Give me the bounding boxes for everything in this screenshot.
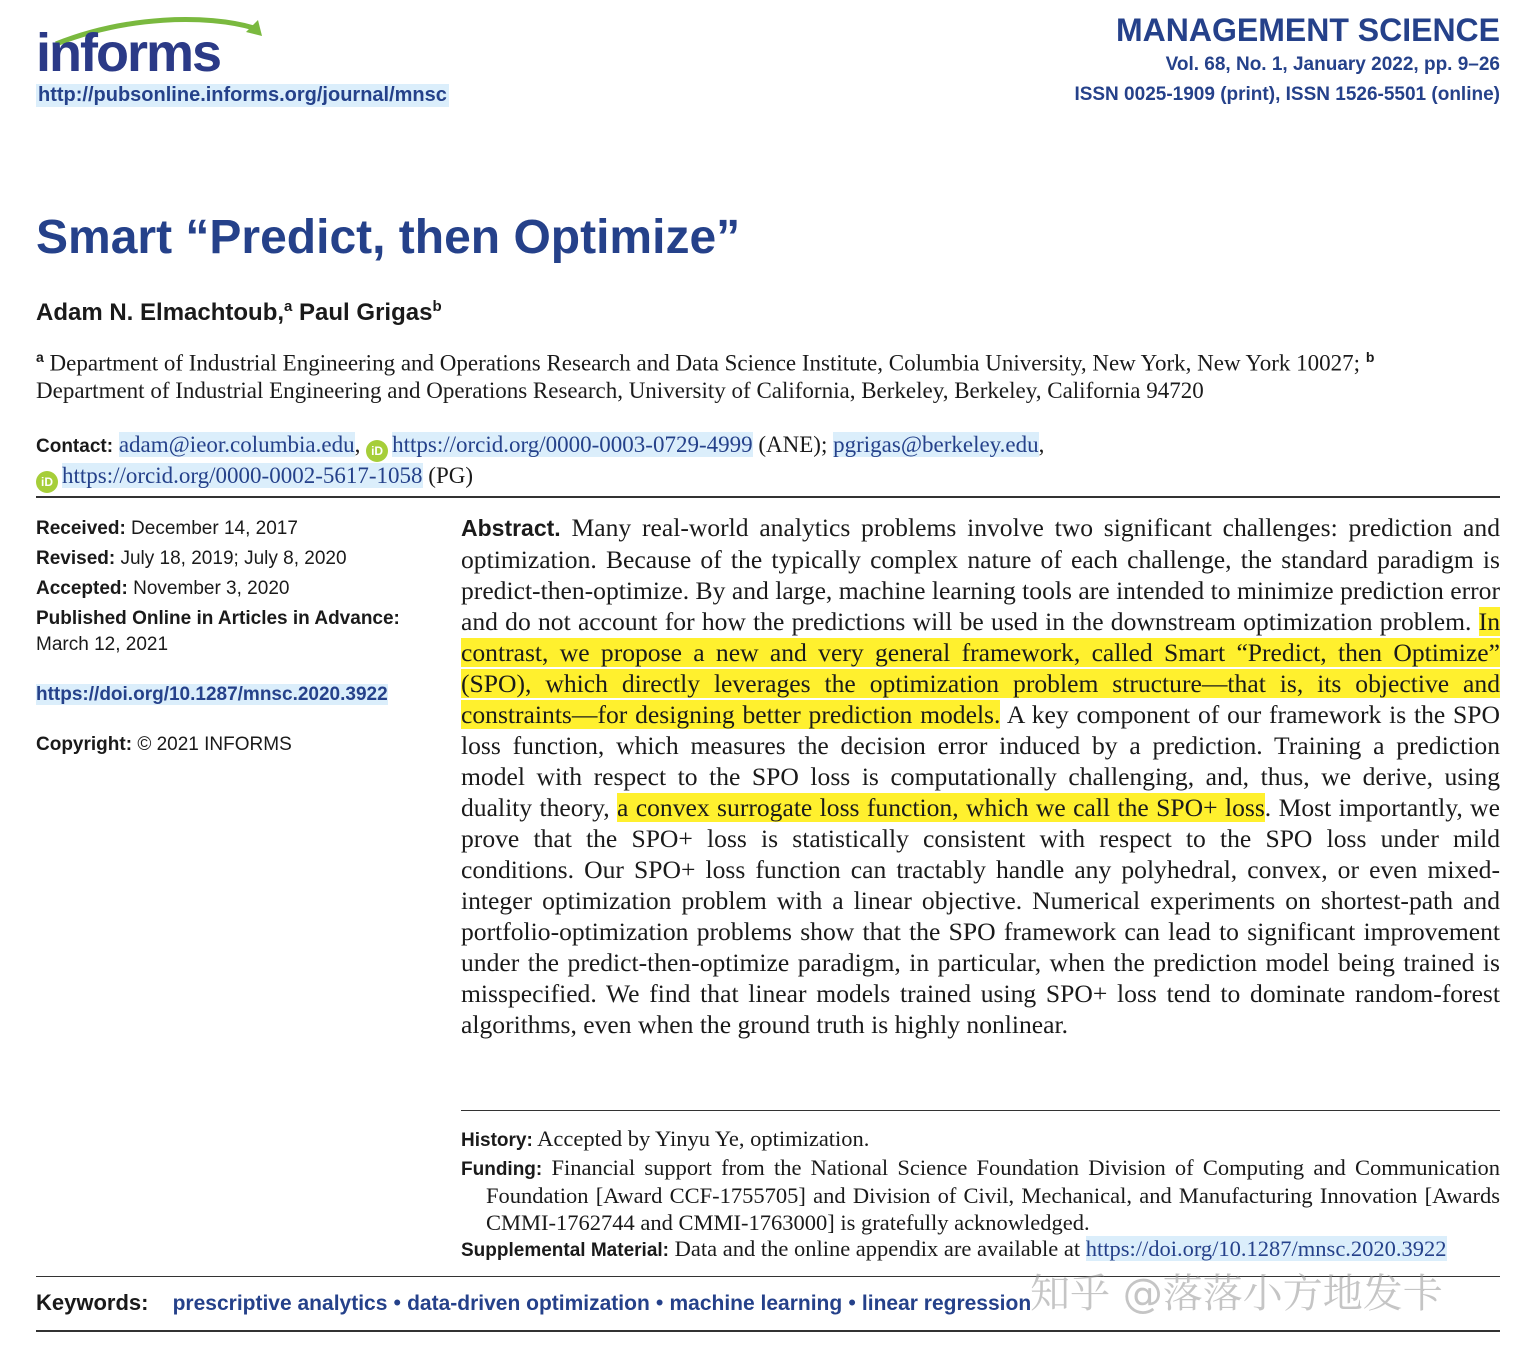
- keyword-item[interactable]: data-driven optimization: [407, 1292, 650, 1315]
- divider: [461, 1110, 1500, 1111]
- keyword-item[interactable]: prescriptive analytics: [172, 1292, 388, 1315]
- keyword-separator: •: [655, 1290, 664, 1315]
- keyword-separator: •: [393, 1290, 402, 1315]
- orcid-icon: iD: [36, 471, 58, 493]
- divider: [36, 1330, 1500, 1332]
- abstract-text-1: Many real-world analytics problems involve two significant challenges: prediction and optimization. Because of the typically complex nature of each challenge, the standard paradigm is predict-then-optimize. By and large, machine learning tools are intended to minimize prediction error and do not account for how the predictions will be used in the downstream optimization problem.: [461, 513, 1500, 636]
- article-meta: [36, 514, 436, 760]
- orcid-1-tag: (ANE);: [752, 432, 834, 457]
- keywords-label: Keywords:: [36, 1290, 149, 1315]
- affil-a-sup: a: [36, 349, 44, 365]
- keyword-item[interactable]: linear regression: [861, 1292, 1032, 1315]
- orcid-link-2[interactable]: https://orcid.org/0000-0002-5617-1058: [62, 463, 423, 488]
- journal-issn: ISSN 0025-1909 (print), ISSN 1526-5501 (online): [1074, 84, 1500, 105]
- orcid-link-1[interactable]: https://orcid.org/0000-0003-0729-4999: [392, 432, 753, 457]
- accepted-row: Accepted: November 3, 2020: [36, 578, 290, 599]
- affil-b: Department of Industrial Engineering and Operations Research, University of California, Berkeley, Berkeley, California 94720: [36, 377, 1204, 403]
- abstract-highlight-1: In contrast, we propose a new and very general framework, called Smart “Predict, then Optimize” (SPO), which directly leverages the optimization problem structure—that is, its objective and constraints—for designing better prediction models.: [461, 607, 1500, 729]
- abstract-text-2: A key component of our framework is the SPO loss function, which measures the decision error induced by a prediction. Training a prediction model with respect to the SPO loss is computationally challenging, and, thus, we derive, using duality theory,: [461, 700, 1500, 822]
- published-date: March 12, 2021: [36, 634, 169, 655]
- affil-a: Department of Industrial Engineering and Operations Research and Data Science Institute, Columbia University, New York, New York 10027;: [43, 350, 1366, 376]
- affiliations: [36, 344, 1396, 404]
- author-2-sup: b: [432, 298, 442, 315]
- contact-label: Contact:: [36, 436, 114, 457]
- author-1: Adam N. Elmachtoub,: [36, 299, 285, 326]
- supplemental-note: Supplemental Material: Data and the online appendix are available at https://doi.org/10.1287/mnsc.2020.3922: [461, 1236, 1447, 1262]
- journal-url-link[interactable]: http://pubsonline.informs.org/journal/mnsc: [38, 84, 447, 106]
- email-link-1[interactable]: adam@ieor.columbia.edu: [118, 432, 355, 457]
- logo-text: informs: [36, 23, 221, 83]
- article-notes: [461, 1126, 1500, 1265]
- journal-name: MANAGEMENT SCIENCE: [1115, 12, 1500, 48]
- orcid-2-tag: (PG): [422, 463, 474, 488]
- orcid-icon: iD: [366, 440, 388, 462]
- supplemental-link[interactable]: https://doi.org/10.1287/mnsc.2020.3922: [1085, 1236, 1447, 1262]
- email-link-2[interactable]: pgrigas@berkeley.edu: [833, 432, 1039, 457]
- informs-logo: [36, 14, 276, 84]
- watermark: 知乎 @落落小方地发卡: [1030, 1271, 1443, 1317]
- copyright: Copyright: © 2021 INFORMS: [36, 734, 292, 755]
- author-1-sup: a: [284, 298, 293, 315]
- received-row: Received: December 14, 2017: [36, 518, 298, 539]
- keyword-item[interactable]: machine learning: [669, 1292, 843, 1315]
- abstract-text-3: . Most importantly, we prove that the SPO+ loss is statistically consistent with respect to the SPO loss under mild conditions. Our SPO+ loss function can tractably handle any polyhedral, convex, or even mixed-integer optimization problem with a linear objective. Numerical experiments on shortest-path and portfolio-optimization problems show that the SPO framework can lead to significant improvement under the predict-then-optimize paradigm, in particular, when the prediction model being trained is misspecified. We find that linear models trained using SPO+ loss tend to dominate random-forest algorithms, even when the ground truth is highly nonlinear.: [461, 793, 1501, 1039]
- abstract-label: Abstract.: [461, 515, 561, 541]
- abstract: [461, 512, 1500, 1040]
- journal-volume: Vol. 68, No. 1, January 2022, pp. 9–26: [1165, 54, 1500, 75]
- affil-b-sup: b: [1365, 349, 1375, 365]
- paper-title: Smart “Predict, then Optimize”: [36, 211, 741, 264]
- abstract-highlight-2: a convex surrogate loss function, which we call the SPO+ loss: [617, 793, 1265, 822]
- divider: [36, 496, 1500, 498]
- published-label: Published Online in Articles in Advance:: [36, 608, 400, 629]
- contact: Contact: adam@ieor.columbia.edu, iD https://orcid.org/0000-0003-0729-4999 (ANE); pgrigas@berkeley.edu, iD https://orcid.org/0000-0002-5617-1058 (PG): [36, 431, 1476, 493]
- author-2: Paul Grigas: [292, 299, 433, 326]
- doi-link[interactable]: https://doi.org/10.1287/mnsc.2020.3922: [36, 684, 388, 705]
- revised-row: Revised: July 18, 2019; July 8, 2020: [36, 548, 347, 569]
- history-note: History: Accepted by Yinyu Ye, optimization.: [461, 1126, 870, 1151]
- funding-note: Funding: Financial support from the National Science Foundation Division of Computing and Communication Foundation [Award CCF-1755705] and Division of Civil, Mechanical, and Manufacturing Innovation [Awards CMMI-1762744 and CMMI-1763000] is gratefully acknowledged.: [461, 1154, 1500, 1235]
- keywords: [36, 1290, 1031, 1316]
- keyword-separator: •: [848, 1290, 856, 1315]
- authors: [36, 298, 442, 327]
